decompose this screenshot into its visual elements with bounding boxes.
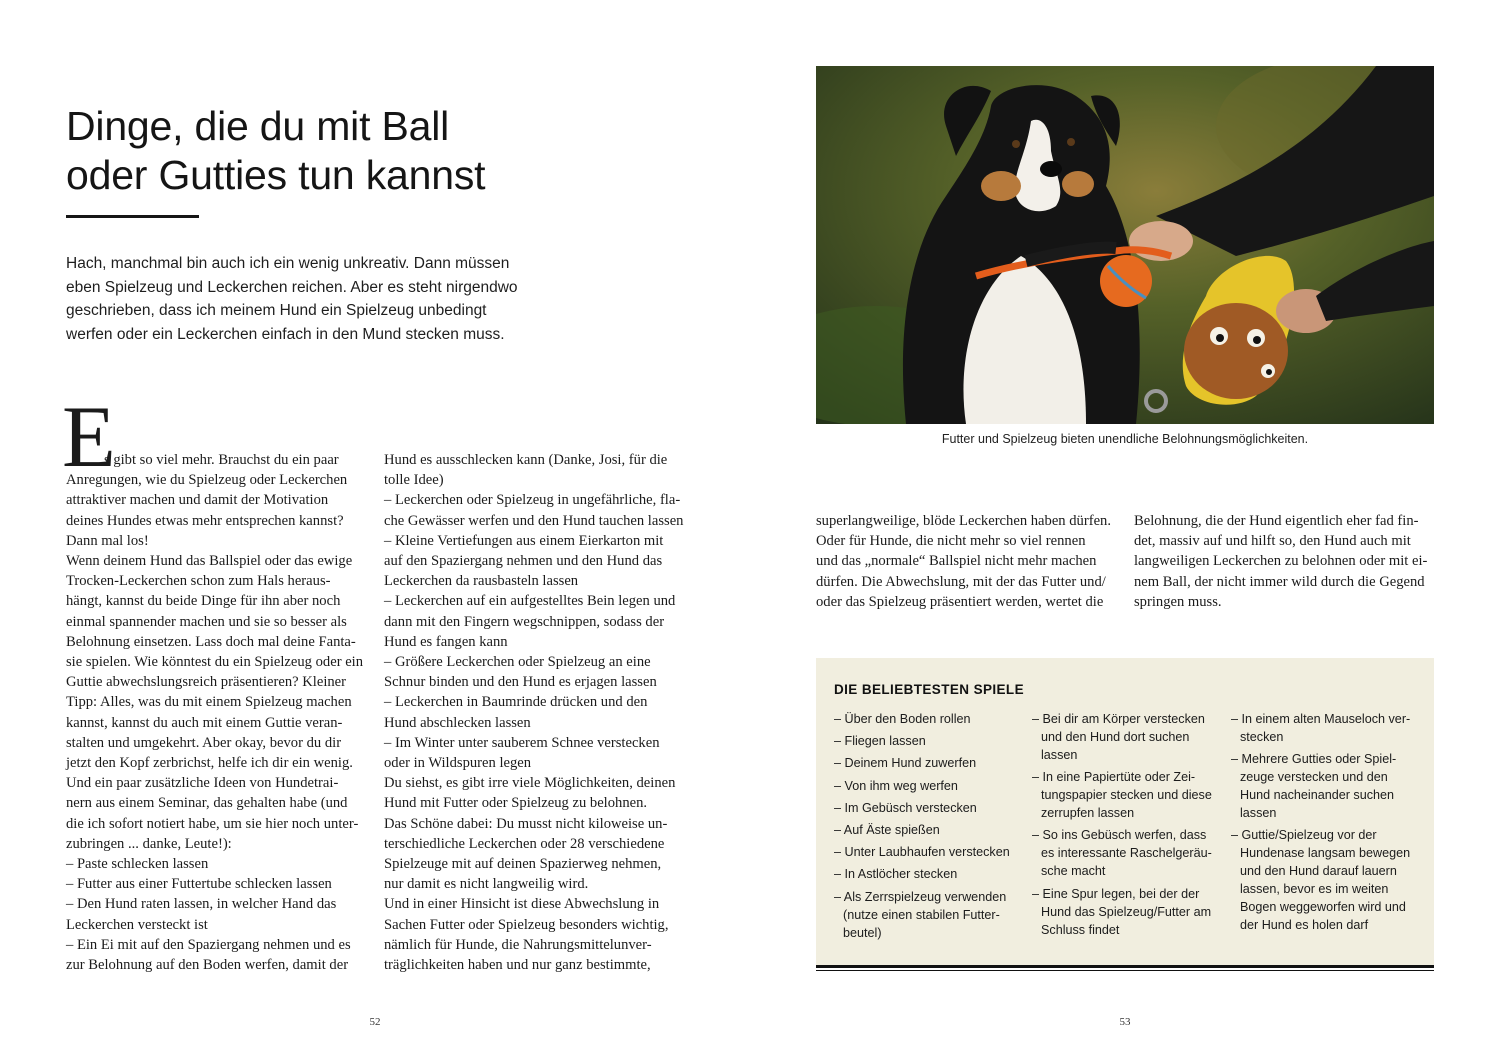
- title-line: oder Gutties tun kannst: [66, 152, 486, 198]
- text-line: geschrieben, dass ich meinem Hund ein Spielzeug unbedingt: [66, 302, 487, 319]
- list-item-line: Hund das Spielzeug/Futter am: [1041, 904, 1212, 919]
- tip-box-rule: [816, 970, 1434, 971]
- text-line: Und ein paar zusätzliche Ideen von Hundetrai-: [66, 775, 339, 792]
- text-line: zubringen ... danke, Leute!):: [66, 835, 232, 852]
- text-line: Hund es ausschlecken kann (Danke, Josi, für die: [384, 452, 668, 468]
- text-line: tolle Idee): [384, 472, 444, 489]
- list-item-line: – In einem alten Mauseloch ver-: [1231, 712, 1411, 726]
- text-line: Leckerchen da rausbasteln lassen: [384, 573, 579, 590]
- text-line: – Leckerchen oder Spielzeug in ungefährliche, fla-: [384, 492, 681, 509]
- text-line: sie spielen. Wie könntest du ein Spielzeug oder ein: [66, 654, 364, 671]
- text-line: Trocken-Leckerchen schon zum Hals heraus-: [66, 573, 331, 590]
- list-item-line: – Von ihm weg werfen: [834, 778, 958, 793]
- text-line: Hund mit Futter oder Spielzeug zu belohnen.: [384, 795, 648, 812]
- body-column-4: [1134, 511, 1434, 612]
- text-line: Du siehst, es gibt irre viele Möglichkeiten, deinen: [384, 775, 676, 792]
- list-item-line: – In eine Papiertüte oder Zei-: [1032, 770, 1196, 785]
- text-line: nur damit es nicht langweilig wird.: [384, 876, 589, 893]
- text-line: Guttie abwechslungsreich präsentieren? Kleiner: [66, 674, 347, 691]
- text-line: – Größere Leckerchen oder Spielzeug an eine: [384, 654, 651, 671]
- text-line: – Ein Ei mit auf den Spaziergang nehmen und es: [66, 936, 351, 953]
- list-item: [1231, 710, 1426, 746]
- list-item-line: Hundenase langsam bewegen: [1240, 846, 1411, 861]
- list-item-line: – Bei dir am Körper verstecken: [1032, 712, 1205, 726]
- list-item-line: – Über den Boden rollen: [834, 712, 971, 726]
- list-item-line: – In Astlöcher stecken: [834, 867, 958, 882]
- page-title: [66, 102, 626, 200]
- text-line: – Den Hund raten lassen, in welcher Hand das: [66, 896, 337, 913]
- list-item-line: es interessante Raschelgeräu-: [1041, 846, 1212, 861]
- text-line: deines Hundes etwas mehr entsprechen kannst?: [66, 512, 344, 529]
- text-line: che Gewässer werfen und den Hund tauchen lassen: [384, 512, 684, 529]
- text-line: dürfen. Die Abwechslung, mit der das Futter und/: [816, 573, 1106, 590]
- text-line: – Paste schlecken lassen: [66, 856, 209, 873]
- list-item-line: Hund nacheinander suchen: [1240, 788, 1395, 803]
- photo-caption: Futter und Spielzeug bieten unendliche Belohnungsmöglichkeiten.: [941, 432, 1309, 446]
- list-item-line: – Mehrere Gutties oder Spiel-: [1231, 752, 1397, 767]
- text-line: Belohnung einsetzen. Lass doch mal deine Fanta-: [66, 633, 356, 650]
- list-item-line: – So ins Gebüsch werfen, dass: [1032, 828, 1207, 843]
- list-item-line: und den Hund dort suchen: [1041, 730, 1190, 744]
- list-item: [1032, 885, 1227, 939]
- text-line: kannst, kannst du auch mit einem Guttie veran-: [66, 714, 343, 731]
- list-item-line: und den Hund darauf lauern: [1240, 864, 1397, 879]
- dog-photo: [816, 66, 1434, 424]
- text-line: stalten und umgekehrt. Aber okay, bevor du dir: [66, 734, 342, 751]
- text-line: oder das Spielzeug präsentiert werden, wertet die: [816, 593, 1104, 610]
- text-line: attraktiver machen und damit der Motivation: [66, 492, 329, 509]
- list-item: [834, 732, 1029, 750]
- text-line: nern aus einem Seminar, das gehalten habe (und: [66, 795, 348, 812]
- text-line: zur Belohnung auf den Boden werfen, damit der: [66, 957, 349, 974]
- list-item: [834, 710, 1029, 728]
- list-item: [834, 888, 1029, 942]
- text-line: Oder für Hunde, die nicht mehr so viel rennen: [816, 533, 1086, 550]
- list-item-line: – Eine Spur legen, bei der der: [1032, 886, 1200, 901]
- text-line: Leckerchen versteckt ist: [66, 916, 208, 933]
- page-number-left: 52: [369, 1016, 381, 1028]
- list-item-line: – Deinem Hund zuwerfen: [834, 756, 977, 771]
- list-item-line: Bogen weggeworfen wird und: [1240, 900, 1406, 915]
- text-line: Spielzeuge mit auf deinen Spazierweg nehmen,: [384, 856, 662, 873]
- list-item-line: – Fliegen lassen: [834, 734, 926, 749]
- list-item-line: – Guttie/Spielzeug vor der: [1231, 828, 1377, 843]
- text-line: Und in einer Hinsicht ist diese Abwechslung in: [384, 896, 660, 913]
- body-column-2: [384, 450, 684, 975]
- tip-box-title: DIE BELIEBTESTEN SPIELE: [834, 682, 1024, 697]
- text-line: träglichkeiten haben und nur ganz bestimmte,: [384, 957, 651, 974]
- list-item: [1032, 710, 1227, 764]
- text-line: det, massiv auf und hilft so, den Hund auch mit: [1134, 533, 1411, 550]
- list-item-line: (nutze einen stabilen Futter-: [843, 907, 1000, 922]
- text-line: Dann mal los!: [66, 532, 149, 549]
- page-number-right: 53: [1119, 1016, 1131, 1028]
- body-column-1: [66, 450, 366, 975]
- text-line: werfen oder ein Leckerchen einfach in den Mund stecken muss.: [66, 325, 505, 343]
- text-line: – Leckerchen auf ein aufgestelltes Bein legen und: [384, 593, 676, 610]
- list-item: [834, 777, 1029, 795]
- text-line: einmal spannender machen und sie so besser als: [66, 613, 347, 630]
- list-item-line: lassen: [1041, 748, 1078, 762]
- dog-photo-illustration: [816, 66, 1434, 424]
- text-line: hängt, kannst du beide Dinge für ihn aber noch: [66, 593, 341, 610]
- text-line: Belohnung, die der Hund eigentlich eher fad fin-: [1134, 513, 1419, 529]
- text-line: – Kleine Vertiefungen aus einem Eierkarton mit: [384, 532, 664, 549]
- text-line: Das Schöne dabei: Du musst nicht kiloweise un-: [384, 815, 668, 832]
- list-item-line: – Auf Äste spießen: [834, 822, 940, 837]
- text-line: die ich sofort notiert habe, um sie hier noch unter-: [66, 815, 359, 832]
- tip-box-column-1: [834, 710, 1029, 946]
- text-line: dann mit den Fingern wegschnippen, sodass der: [384, 613, 665, 630]
- list-item: [834, 754, 1029, 772]
- tip-box-column-2: [1032, 710, 1227, 943]
- list-item-line: lassen: [1240, 806, 1277, 821]
- text-line: und das „normale“ Ballspiel nicht mehr machen: [816, 553, 1097, 570]
- title-underline: [66, 215, 199, 218]
- text-line: s gibt so viel mehr. Brauchst du ein paar: [104, 452, 339, 468]
- text-line: nämlich für Hunde, die Nahrungsmittelunver-: [384, 936, 652, 953]
- text-line: Tipp: Alles, was du mit einem Spielzeug machen: [66, 694, 352, 711]
- text-line: Anregungen, wie du Spielzeug oder Leckerchen: [66, 472, 348, 489]
- list-item-line: tungspapier stecken und diese: [1041, 788, 1212, 803]
- list-item: [834, 821, 1029, 839]
- text-line: Sachen Futter oder Spielzeug besonders wichtig,: [384, 916, 669, 933]
- text-line: nem Ball, der nicht immer wild durch die Gegend: [1134, 573, 1425, 590]
- list-item: [1032, 768, 1227, 822]
- text-line: – Futter aus einer Futtertube schlecken lassen: [66, 876, 332, 893]
- text-line: Hach, manchmal bin auch ich ein wenig unkreativ. Dann müssen: [66, 255, 510, 272]
- text-line: – Im Winter unter sauberem Schnee verstecken: [384, 734, 660, 751]
- text-line: Schnur binden und den Hund es erjagen lassen: [384, 674, 657, 691]
- intro-paragraph: [66, 252, 546, 346]
- list-item: [1231, 750, 1426, 822]
- list-item-line: – Unter Laubhaufen verstecken: [834, 845, 1010, 860]
- list-item: [1032, 826, 1227, 880]
- list-item-line: zeuge verstecken und den: [1240, 770, 1388, 785]
- tip-box-column-3: [1231, 710, 1426, 939]
- text-line: terschiedliche Leckerchen oder 28 verschiedene: [384, 835, 665, 852]
- drop-cap: E: [62, 389, 116, 486]
- list-item-line: zerrupfen lassen: [1041, 806, 1135, 821]
- list-item-line: Schluss findet: [1041, 922, 1120, 937]
- list-item-line: beutel): [843, 925, 882, 940]
- text-line: oder in Wildspuren legen: [384, 755, 532, 772]
- list-item-line: sche macht: [1041, 864, 1106, 879]
- list-item: [1231, 826, 1426, 934]
- text-line: eben Spielzeug und Leckerchen reichen. Aber es steht nirgendwo: [66, 278, 518, 296]
- list-item-line: der Hund es holen darf: [1240, 918, 1369, 933]
- list-item-line: – Als Zerrspielzeug verwenden: [834, 889, 1007, 904]
- text-line: jetzt den Kopf zerbrichst, helfe ich dir ein wenig.: [66, 755, 353, 772]
- list-item: [834, 799, 1029, 817]
- list-item-line: lassen, bevor es im weiten: [1240, 882, 1389, 897]
- list-item-line: stecken: [1240, 730, 1284, 744]
- text-line: Hund abschlecken lassen: [384, 714, 531, 731]
- list-item-line: – Im Gebüsch verstecken: [834, 800, 977, 815]
- text-line: – Leckerchen in Baumrinde drücken und den: [384, 694, 648, 711]
- text-line: springen muss.: [1134, 593, 1222, 610]
- text-line: auf den Spaziergang nehmen und den Hund das: [384, 553, 663, 570]
- text-line: langweiligen Leckerchen zu belohnen oder mit ei-: [1134, 553, 1428, 570]
- tip-box-rule: [816, 965, 1434, 968]
- text-line: superlangweilige, blöde Leckerchen haben dürfen.: [816, 513, 1111, 529]
- title-line: Dinge, die du mit Ball: [66, 103, 450, 149]
- text-line: Hund es fangen kann: [384, 633, 508, 650]
- body-column-3: [816, 511, 1116, 612]
- text-line: Wenn deinem Hund das Ballspiel oder das ewige: [66, 553, 353, 570]
- list-item: [834, 843, 1029, 861]
- list-item: [834, 865, 1029, 883]
